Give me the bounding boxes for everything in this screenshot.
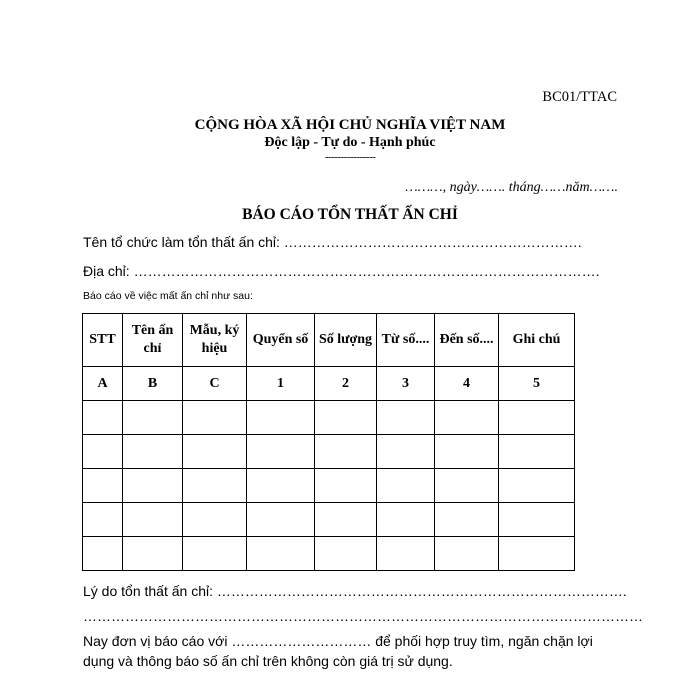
table-cell bbox=[183, 435, 247, 469]
table-cell bbox=[123, 537, 183, 571]
code-cell: C bbox=[183, 367, 247, 401]
table-cell bbox=[247, 469, 315, 503]
form-code: BC01/TTAC bbox=[542, 89, 617, 105]
code-cell: A bbox=[83, 367, 123, 401]
table-cell bbox=[435, 537, 499, 571]
table-cell bbox=[377, 435, 435, 469]
table-cell bbox=[247, 537, 315, 571]
header-name: Tên ấn chỉ bbox=[123, 314, 183, 367]
table-row bbox=[83, 537, 575, 571]
code-cell: 4 bbox=[435, 367, 499, 401]
address-field: Địa chỉ: ………………………………………………………………………………………. bbox=[83, 263, 600, 279]
reason-continuation: ………………………………………………………………………………………………………… bbox=[83, 608, 643, 624]
code-cell: 3 bbox=[377, 367, 435, 401]
organization-field: Tên tổ chức làm tổn thất ấn chỉ: ………………………………………………………. bbox=[83, 234, 582, 250]
table-cell bbox=[183, 537, 247, 571]
table-cell bbox=[315, 435, 377, 469]
table-cell bbox=[499, 469, 575, 503]
report-intro: Báo cáo về việc mất ấn chỉ như sau: bbox=[83, 290, 253, 302]
reason-field: Lý do tổn thất ấn chỉ: ……………………………………………………………………………. bbox=[83, 583, 627, 599]
table-cell bbox=[377, 537, 435, 571]
code-cell: 5 bbox=[499, 367, 575, 401]
table-cell bbox=[123, 401, 183, 435]
table-cell bbox=[377, 401, 435, 435]
table-cell bbox=[499, 537, 575, 571]
table-cell bbox=[83, 503, 123, 537]
table-cell bbox=[123, 435, 183, 469]
header-quantity: Số lượng bbox=[315, 314, 377, 367]
table-cell bbox=[83, 537, 123, 571]
table-cell bbox=[83, 435, 123, 469]
table-cell bbox=[123, 469, 183, 503]
header-book-number: Quyển số bbox=[247, 314, 315, 367]
table-cell bbox=[435, 469, 499, 503]
table-code-row bbox=[83, 367, 575, 401]
table-row bbox=[83, 401, 575, 435]
table-row bbox=[83, 503, 575, 537]
table-cell bbox=[83, 401, 123, 435]
motto-underline: ---------------- bbox=[324, 151, 376, 163]
table-cell bbox=[183, 503, 247, 537]
table-cell bbox=[315, 469, 377, 503]
table-cell bbox=[123, 503, 183, 537]
table-cell bbox=[315, 537, 377, 571]
table-cell bbox=[499, 435, 575, 469]
header-to-number: Đến số.... bbox=[435, 314, 499, 367]
header-from-number: Từ số.... bbox=[377, 314, 435, 367]
table-cell bbox=[183, 469, 247, 503]
table-cell bbox=[83, 469, 123, 503]
table-cell bbox=[247, 435, 315, 469]
code-cell: B bbox=[123, 367, 183, 401]
table-cell bbox=[377, 503, 435, 537]
table-row bbox=[83, 435, 575, 469]
table-header-row bbox=[83, 314, 575, 367]
table-cell bbox=[499, 401, 575, 435]
table-cell bbox=[377, 469, 435, 503]
notice-text-line-2: dụng và thông báo số ấn chỉ trên không còn giá trị sử dụng. bbox=[83, 653, 453, 669]
motto: Độc lập - Tự do - Hạnh phúc bbox=[264, 135, 436, 150]
table-cell bbox=[435, 435, 499, 469]
loss-table bbox=[82, 313, 575, 571]
notice-text-line-1: Nay đơn vị báo cáo với ………………………… để phối hợp truy tìm, ngăn chặn lợi bbox=[83, 633, 593, 649]
table-cell bbox=[315, 503, 377, 537]
table-cell bbox=[183, 401, 247, 435]
country-heading: CỘNG HÒA XÃ HỘI CHỦ NGHĨA VIỆT NAM bbox=[194, 117, 506, 133]
document-title: BÁO CÁO TỔN THẤT ẤN CHỈ bbox=[242, 206, 458, 223]
header-stt: STT bbox=[83, 314, 123, 367]
table-cell bbox=[247, 401, 315, 435]
table-cell bbox=[315, 401, 377, 435]
table-cell bbox=[499, 503, 575, 537]
table-cell bbox=[247, 503, 315, 537]
date-line: ………, ngày……. tháng……năm……. bbox=[405, 180, 618, 195]
code-cell: 1 bbox=[247, 367, 315, 401]
header-form-symbol: Mẫu, ký hiệu bbox=[183, 314, 247, 367]
table-row bbox=[83, 469, 575, 503]
table-cell bbox=[435, 401, 499, 435]
code-cell: 2 bbox=[315, 367, 377, 401]
header-notes: Ghi chú bbox=[499, 314, 575, 367]
table-cell bbox=[435, 503, 499, 537]
